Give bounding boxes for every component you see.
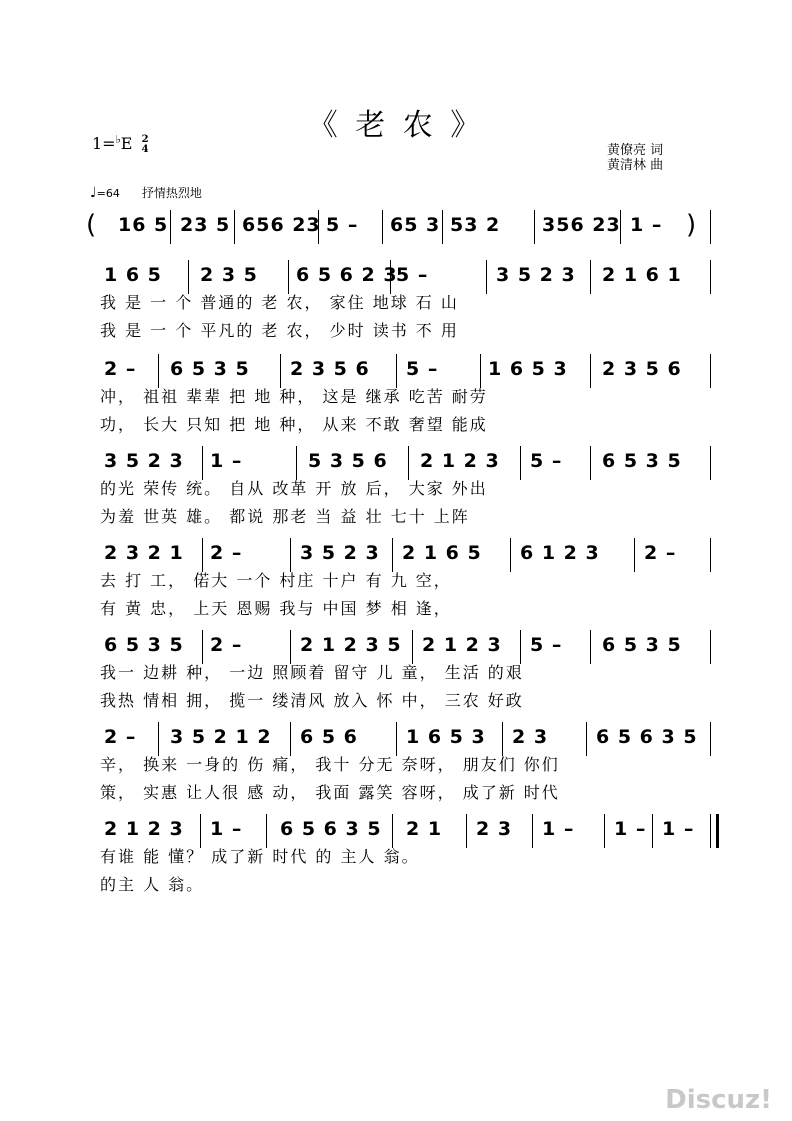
barline — [318, 210, 319, 244]
measure-notes: 23 5 — [180, 214, 231, 236]
score-row — [90, 354, 716, 388]
measure-notes: 3 5 2 3 — [104, 450, 184, 472]
lyric-line: 我热 情相 拥， 揽一 缕清风 放入 怀 中， 三农 好政 — [100, 691, 524, 710]
barline — [710, 630, 711, 664]
lyric-line: 的光 荣传 统。 自从 改革 开 放 后， 大家 外出 — [100, 479, 488, 498]
measure-notes: 2 – — [104, 358, 137, 380]
measure-notes: 3 5 2 3 — [300, 542, 380, 564]
measure-notes: 2 1 2 3 — [422, 634, 502, 656]
lyric-line: 为羞 世英 雄。 都说 那老 当 益 壮 七十 上阵 — [100, 507, 470, 526]
barline — [390, 260, 391, 294]
lyric-line: 的主 人 翁。 — [100, 875, 205, 894]
measure-notes: 2 1 6 1 — [602, 264, 682, 286]
measure-notes: 6 5 3 5 — [602, 450, 682, 472]
composer-credit: 黄清林 曲 — [607, 158, 664, 173]
barline — [202, 538, 203, 572]
repeat-paren-close: ) — [686, 210, 697, 240]
measure-notes: 2 – — [104, 726, 137, 748]
key-note: E — [120, 134, 133, 153]
measure-notes: 2 – — [210, 542, 243, 564]
key-signature — [92, 133, 149, 155]
lyric-line: 去 打 工， 偌大 一个 村庄 十户 有 九 空， — [100, 571, 452, 590]
barline — [158, 722, 159, 756]
quarter-note-icon: ♩ — [90, 185, 97, 201]
measure-notes: 6 5 6 3 5 — [280, 818, 382, 840]
barline — [590, 354, 591, 388]
barline — [392, 538, 393, 572]
tempo-value: =64 — [96, 187, 120, 200]
measure-notes: 2 3 2 1 — [104, 542, 184, 564]
measure-notes: 2 – — [644, 542, 677, 564]
barline — [280, 354, 281, 388]
barline — [710, 814, 719, 848]
score-row — [90, 260, 716, 294]
barline — [710, 722, 711, 756]
time-signature — [142, 135, 149, 155]
measure-notes: 6 5 6 — [300, 726, 358, 748]
time-bottom: 4 — [141, 143, 149, 155]
lyric-line: 冲， 祖祖 辈辈 把 地 种， 这是 继承 吃苦 耐劳 — [100, 387, 488, 406]
measure-notes: 5 – — [396, 264, 429, 286]
repeat-paren-open: ( — [86, 210, 97, 240]
measure-notes: 2 3 5 6 — [602, 358, 682, 380]
lyric-line: 有 黄 忠， 上天 恩赐 我与 中国 梦 相 逢， — [100, 599, 452, 618]
measure-notes: 2 1 2 3 — [420, 450, 500, 472]
measure-notes: 656 23 — [242, 214, 321, 236]
barline — [520, 630, 521, 664]
score-row — [90, 538, 716, 572]
measure-notes: 2 – — [210, 634, 243, 656]
time-top: 2 — [141, 133, 149, 145]
barline — [534, 210, 535, 244]
measure-notes: 5 3 5 6 — [308, 450, 388, 472]
measure-notes: 2 3 5 6 — [290, 358, 370, 380]
measure-notes: 1 – — [662, 818, 695, 840]
barline — [290, 630, 291, 664]
barline — [290, 722, 291, 756]
measure-notes: 65 3 — [390, 214, 441, 236]
key-prefix: 1= — [92, 134, 116, 153]
barline — [710, 210, 711, 244]
barline — [634, 538, 635, 572]
score-row — [90, 814, 716, 848]
barline — [170, 210, 171, 244]
barline — [396, 354, 397, 388]
measure-notes: 3 5 2 3 — [496, 264, 576, 286]
measure-notes: 6 5 3 5 — [104, 634, 184, 656]
barline — [234, 210, 235, 244]
watermark: Discuz! — [665, 1085, 772, 1115]
barline — [480, 354, 481, 388]
barline — [652, 814, 653, 848]
lyric-line: 我 是 一 个 平凡的 老 农， 少时 读书 不 用 — [100, 321, 459, 340]
barline — [710, 538, 711, 572]
barline — [408, 446, 409, 480]
barline — [590, 446, 591, 480]
lyric-line: 策， 实惠 让人很 感 动， 我面 露笑 容呀， 成了新 时代 — [100, 783, 560, 802]
measure-notes: 1 6 5 3 — [488, 358, 568, 380]
barline — [288, 260, 289, 294]
measure-notes: 1 – — [614, 818, 647, 840]
measure-notes: 1 6 5 3 — [406, 726, 486, 748]
barline — [520, 446, 521, 480]
barline — [158, 354, 159, 388]
measure-notes: 6 5 6 2 3 — [296, 264, 398, 286]
lyric-line: 我 是 一 个 普通的 老 农， 家住 地球 石 山 — [100, 293, 459, 312]
measure-notes: 6 1 2 3 — [520, 542, 600, 564]
measure-notes: 2 1 6 5 — [402, 542, 482, 564]
barline — [510, 538, 511, 572]
barline — [486, 260, 487, 294]
tempo-marking — [90, 184, 202, 201]
lyric-line: 我一 边耕 种， 一边 照顾着 留守 儿 童， 生活 的艰 — [100, 663, 524, 682]
measure-notes: 2 3 — [512, 726, 549, 748]
measure-notes: 6 5 3 5 — [602, 634, 682, 656]
barline — [532, 814, 533, 848]
score-row — [90, 446, 716, 480]
barline — [392, 814, 393, 848]
score-row — [90, 630, 716, 664]
measure-notes: 1 – — [542, 818, 575, 840]
barline — [266, 814, 267, 848]
barline — [710, 260, 711, 294]
measure-notes: 2 3 — [476, 818, 513, 840]
page-title: 《 老 农 》 — [307, 108, 485, 143]
barline — [200, 814, 201, 848]
barline — [710, 354, 711, 388]
measure-notes: 3 5 2 1 2 — [170, 726, 272, 748]
measure-notes: 2 1 2 3 — [104, 818, 184, 840]
measure-notes: 1 – — [630, 214, 663, 236]
expression-text: 抒情热烈地 — [141, 186, 202, 200]
barline — [202, 630, 203, 664]
barline — [710, 446, 711, 480]
measure-notes: 1 – — [210, 450, 243, 472]
lyric-line: 辛， 换来 一身的 伤 痛， 我十 分无 奈呀， 朋友们 你们 — [100, 755, 560, 774]
barline — [202, 446, 203, 480]
barline — [290, 538, 291, 572]
lyric-line: 有谁 能 懂？ 成了新 时代 的 主人 翁。 — [100, 847, 420, 866]
measure-notes: 5 – — [326, 214, 359, 236]
barline — [442, 210, 443, 244]
measure-notes: 5 – — [530, 450, 563, 472]
flat-sign: ♭ — [115, 133, 121, 146]
barline — [382, 210, 383, 244]
measure-notes: 6 5 6 3 5 — [596, 726, 698, 748]
barline — [396, 722, 397, 756]
barline — [502, 722, 503, 756]
measure-notes: 53 2 — [450, 214, 501, 236]
measure-notes: 5 – — [530, 634, 563, 656]
barline — [466, 814, 467, 848]
barline — [590, 260, 591, 294]
barline — [586, 722, 587, 756]
barline — [296, 446, 297, 480]
barline — [412, 630, 413, 664]
measure-notes: 16 5 — [118, 214, 169, 236]
measure-notes: 5 – — [406, 358, 439, 380]
measure-notes: 2 3 5 — [200, 264, 258, 286]
lyricist-credit: 黄僚亮 词 — [607, 143, 664, 158]
barline — [604, 814, 605, 848]
measure-notes: 1 6 5 — [104, 264, 162, 286]
measure-notes: 1 – — [210, 818, 243, 840]
barline — [590, 630, 591, 664]
lyric-line: 功， 长大 只知 把 地 种， 从来 不敢 奢望 能成 — [100, 415, 488, 434]
barline — [620, 210, 621, 244]
score-row — [86, 210, 716, 244]
measure-notes: 2 1 — [406, 818, 443, 840]
measure-notes: 2 1 2 3 5 — [300, 634, 402, 656]
measure-notes: 356 23 — [542, 214, 621, 236]
barline — [188, 260, 189, 294]
score-row — [90, 722, 716, 756]
measure-notes: 6 5 3 5 — [170, 358, 250, 380]
